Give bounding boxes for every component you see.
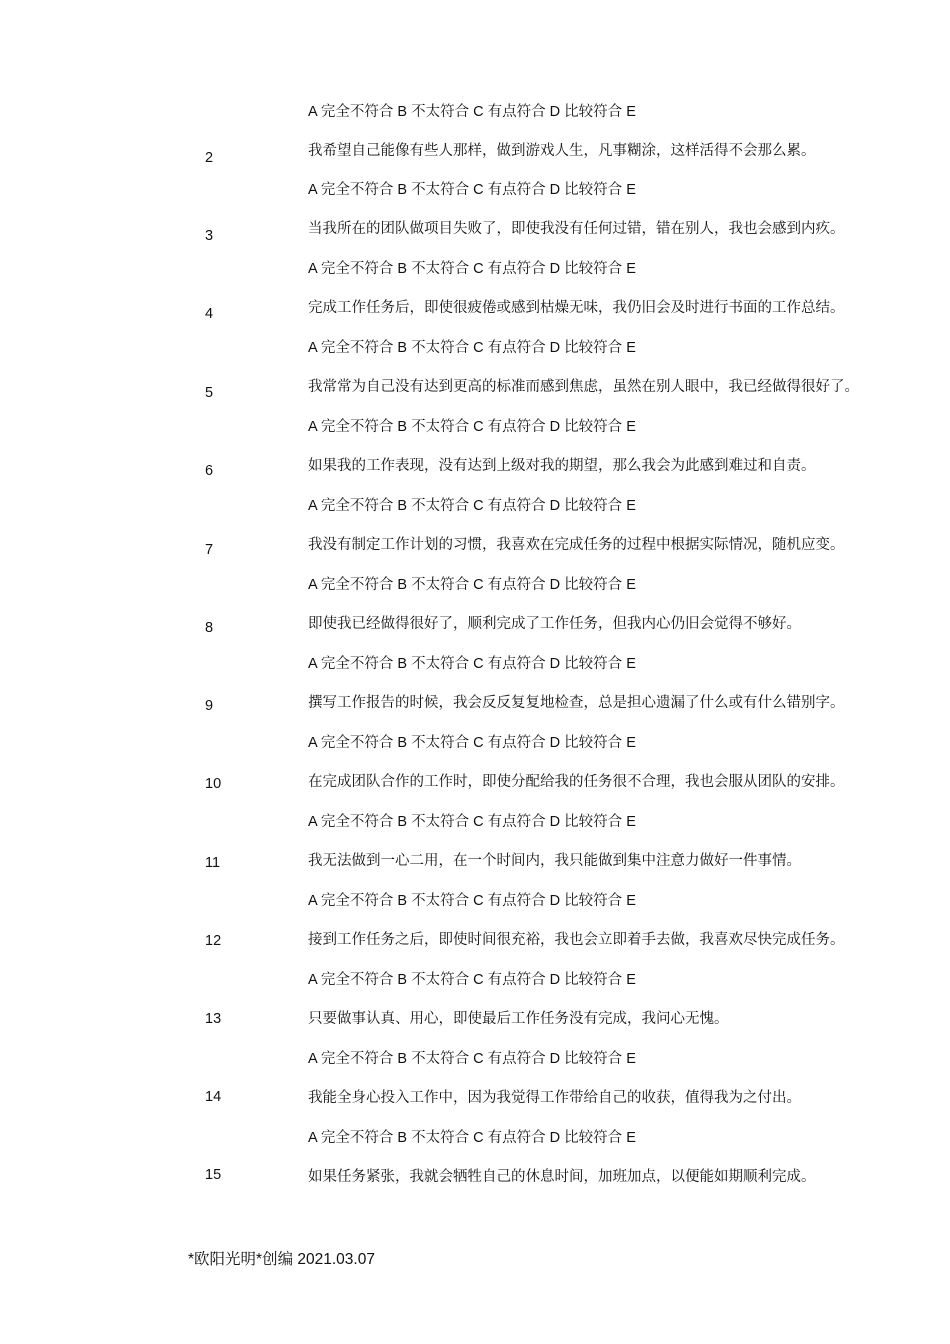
question-number: 11 — [205, 855, 221, 871]
choice-scale-line: A 完全不符合 B 不太符合 C 有点符合 D 比较符合 E — [308, 577, 636, 593]
question-text: 我常常为自己没有达到更高的标准而感到焦虑，虽然在别人眼中，我已经做得很好了。 — [308, 379, 859, 395]
question-text: 我能全身心投入工作中，因为我觉得工作带给自己的收获，值得我为之付出。 — [308, 1090, 801, 1106]
question-number: 2 — [205, 150, 214, 166]
question-number: 8 — [205, 620, 214, 636]
question-number: 14 — [205, 1089, 222, 1105]
question-number: 4 — [205, 306, 214, 322]
question-number: 12 — [205, 933, 222, 949]
choice-scale-line: A 完全不符合 B 不太符合 C 有点符合 D 比较符合 E — [308, 735, 636, 751]
choice-scale-line: A 完全不符合 B 不太符合 C 有点符合 D 比较符合 E — [308, 893, 636, 909]
question-text: 只要做事认真、用心，即使最后工作任务没有完成，我问心无愧。 — [308, 1011, 729, 1027]
choice-scale-line: A 完全不符合 B 不太符合 C 有点符合 D 比较符合 E — [308, 656, 636, 672]
question-text: 我希望自己能像有些人那样，做到游戏人生，凡事糊涂，这样活得不会那么累。 — [308, 143, 816, 159]
choice-scale-line: A 完全不符合 B 不太符合 C 有点符合 D 比较符合 E — [308, 261, 636, 277]
choice-scale-line: A 完全不符合 B 不太符合 C 有点符合 D 比较符合 E — [308, 419, 636, 435]
question-text: 当我所在的团队做项目失败了，即使我没有任何过错，错在别人，我也会感到内疚。 — [308, 221, 845, 237]
question-number: 5 — [205, 385, 214, 401]
question-text: 如果任务紧张，我就会牺牲自己的休息时间，加班加点，以便能如期顺利完成。 — [308, 1169, 816, 1185]
choice-scale-line: A 完全不符合 B 不太符合 C 有点符合 D 比较符合 E — [308, 104, 636, 120]
document-footer: *欧阳光明*创编 2021.03.07 — [188, 1251, 375, 1268]
question-number: 7 — [205, 542, 214, 558]
question-text: 即使我已经做得很好了，顺利完成了工作任务，但我内心仍旧会觉得不够好。 — [308, 616, 801, 632]
choice-scale-line: A 完全不符合 B 不太符合 C 有点符合 D 比较符合 E — [308, 1051, 636, 1067]
question-text: 撰写工作报告的时候，我会反反复复地检查，总是担心遗漏了什么或有什么错别字。 — [308, 695, 845, 711]
question-number: 9 — [205, 698, 214, 714]
choice-scale-line: A 完全不符合 B 不太符合 C 有点符合 D 比较符合 E — [308, 972, 636, 988]
question-text: 我没有制定工作计划的习惯，我喜欢在完成任务的过程中根据实际情况，随机应变。 — [308, 537, 845, 553]
choice-scale-line: A 完全不符合 B 不太符合 C 有点符合 D 比较符合 E — [308, 182, 636, 198]
question-number: 13 — [205, 1011, 222, 1027]
choice-scale-line: A 完全不符合 B 不太符合 C 有点符合 D 比较符合 E — [308, 1130, 636, 1146]
question-number: 10 — [205, 776, 222, 792]
choice-scale-line: A 完全不符合 B 不太符合 C 有点符合 D 比较符合 E — [308, 814, 636, 830]
question-text: 完成工作任务后，即使很疲倦或感到枯燥无味，我仍旧会及时进行书面的工作总结。 — [308, 300, 845, 316]
choice-scale-line: A 完全不符合 B 不太符合 C 有点符合 D 比较符合 E — [308, 498, 636, 514]
question-text: 如果我的工作表现，没有达到上级对我的期望，那么我会为此感到难过和自责。 — [308, 458, 816, 474]
question-text: 接到工作任务之后，即使时间很充裕，我也会立即着手去做，我喜欢尽快完成任务。 — [308, 932, 845, 948]
question-number: 6 — [205, 463, 214, 479]
question-number: 3 — [205, 228, 214, 244]
choice-scale-line: A 完全不符合 B 不太符合 C 有点符合 D 比较符合 E — [308, 340, 636, 356]
question-text: 在完成团队合作的工作时，即使分配给我的任务很不合理，我也会服从团队的安排。 — [308, 774, 845, 790]
question-text: 我无法做到一心二用，在一个时间内，我只能做到集中注意力做好一件事情。 — [308, 853, 801, 869]
question-number: 15 — [205, 1167, 222, 1183]
